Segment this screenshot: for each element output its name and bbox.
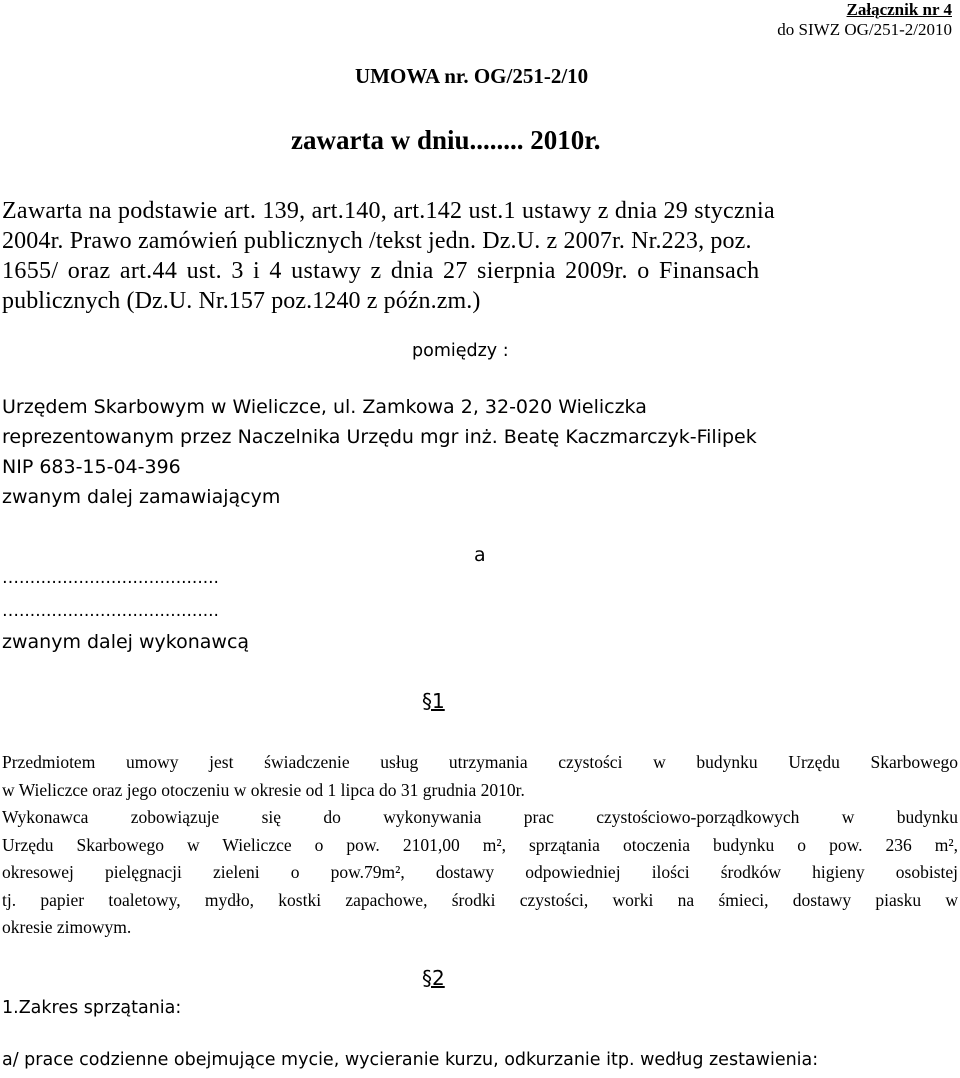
section-1-line: okresie zimowym. xyxy=(2,917,132,937)
legal-basis-line: 2004r. Prawo zamówień publicznych /tekst jedn. Dz.U. z 2007r. Nr.223, poz. xyxy=(2,228,752,254)
section-1-line: tj. papier toaletowy, mydło, kostki zapachowe, środki czystości, worki na śmieci, dostawy piasku w xyxy=(2,889,958,910)
party1-role: zwanym dalej zamawiającym xyxy=(2,486,281,508)
section-1-line: w Wieliczce oraz jego otoczeniu w okresie od 1 lipca do 31 grudnia 2010r. xyxy=(2,779,525,800)
legal-basis-line: Zawarta na podstawie art. 139, art.140, art.142 ust.1 ustawy z dnia 29 stycznia xyxy=(2,198,775,224)
legal-basis-line: publicznych (Dz.U. Nr.157 poz.1240 z późn.zm.) xyxy=(2,288,481,314)
section-1-text xyxy=(2,749,958,942)
section-1-line: okresowej pielęgnacji zieleni o pow.79m², dostawy odpowiedniej ilości środków higieny osobistej xyxy=(2,862,958,882)
scope-heading: 1.Zakres sprzątania: xyxy=(2,998,182,1018)
contract-title: UMOWA nr. OG/251-2/10 xyxy=(355,64,589,88)
section-1-line: Urzędu Skarbowego w Wieliczce o pow. 2101,00 m², sprzątania otoczenia budynku o pow. 236 m², xyxy=(2,834,958,855)
section-2-marker: §2 xyxy=(422,966,445,990)
section-1-line: Wykonawca zobowiązuje się do wykonywania prac czystościowo-porządkowych w budynku xyxy=(2,807,958,827)
section-1-marker: §1 xyxy=(422,689,445,713)
section-1-line: Przedmiotem umowy jest świadczenie usług utrzymania czystości w budynku Urzędu Skarbowego xyxy=(2,752,958,772)
contract-date: zawarta w dniu........ 2010r. xyxy=(291,125,601,155)
daily-tasks-line: a/ prace codzienne obejmujące mycie, wycieranie kurzu, odkurzanie itp. według zestawienia: xyxy=(2,1050,819,1070)
party2-role: zwanym dalej wykonawcą xyxy=(2,631,250,653)
party1-name: Urzędem Skarbowym w Wieliczce, ul. Zamkowa 2, 32-020 Wieliczka xyxy=(2,396,647,418)
conjunction: a xyxy=(474,544,486,566)
annex-reference: do SIWZ OG/251-2/2010 xyxy=(777,20,952,39)
legal-basis-paragraph xyxy=(2,196,958,316)
legal-basis-line: 1655/ oraz art.44 ust. 3 i 4 ustawy z dnia 27 sierpnia 2009r. o Finansach xyxy=(2,258,760,284)
annex-title: Załącznik nr 4 xyxy=(846,0,952,19)
party1-nip: NIP 683-15-04-396 xyxy=(2,456,181,478)
contractor-placeholder: …..................................... xyxy=(2,568,219,588)
party1-representative: reprezentowanym przez Naczelnika Urzędu mgr inż. Beatę Kaczmarczyk-Filipek xyxy=(2,426,757,448)
between-label: pomiędzy : xyxy=(412,341,509,361)
contractor-placeholder: …..................................... xyxy=(2,601,219,621)
